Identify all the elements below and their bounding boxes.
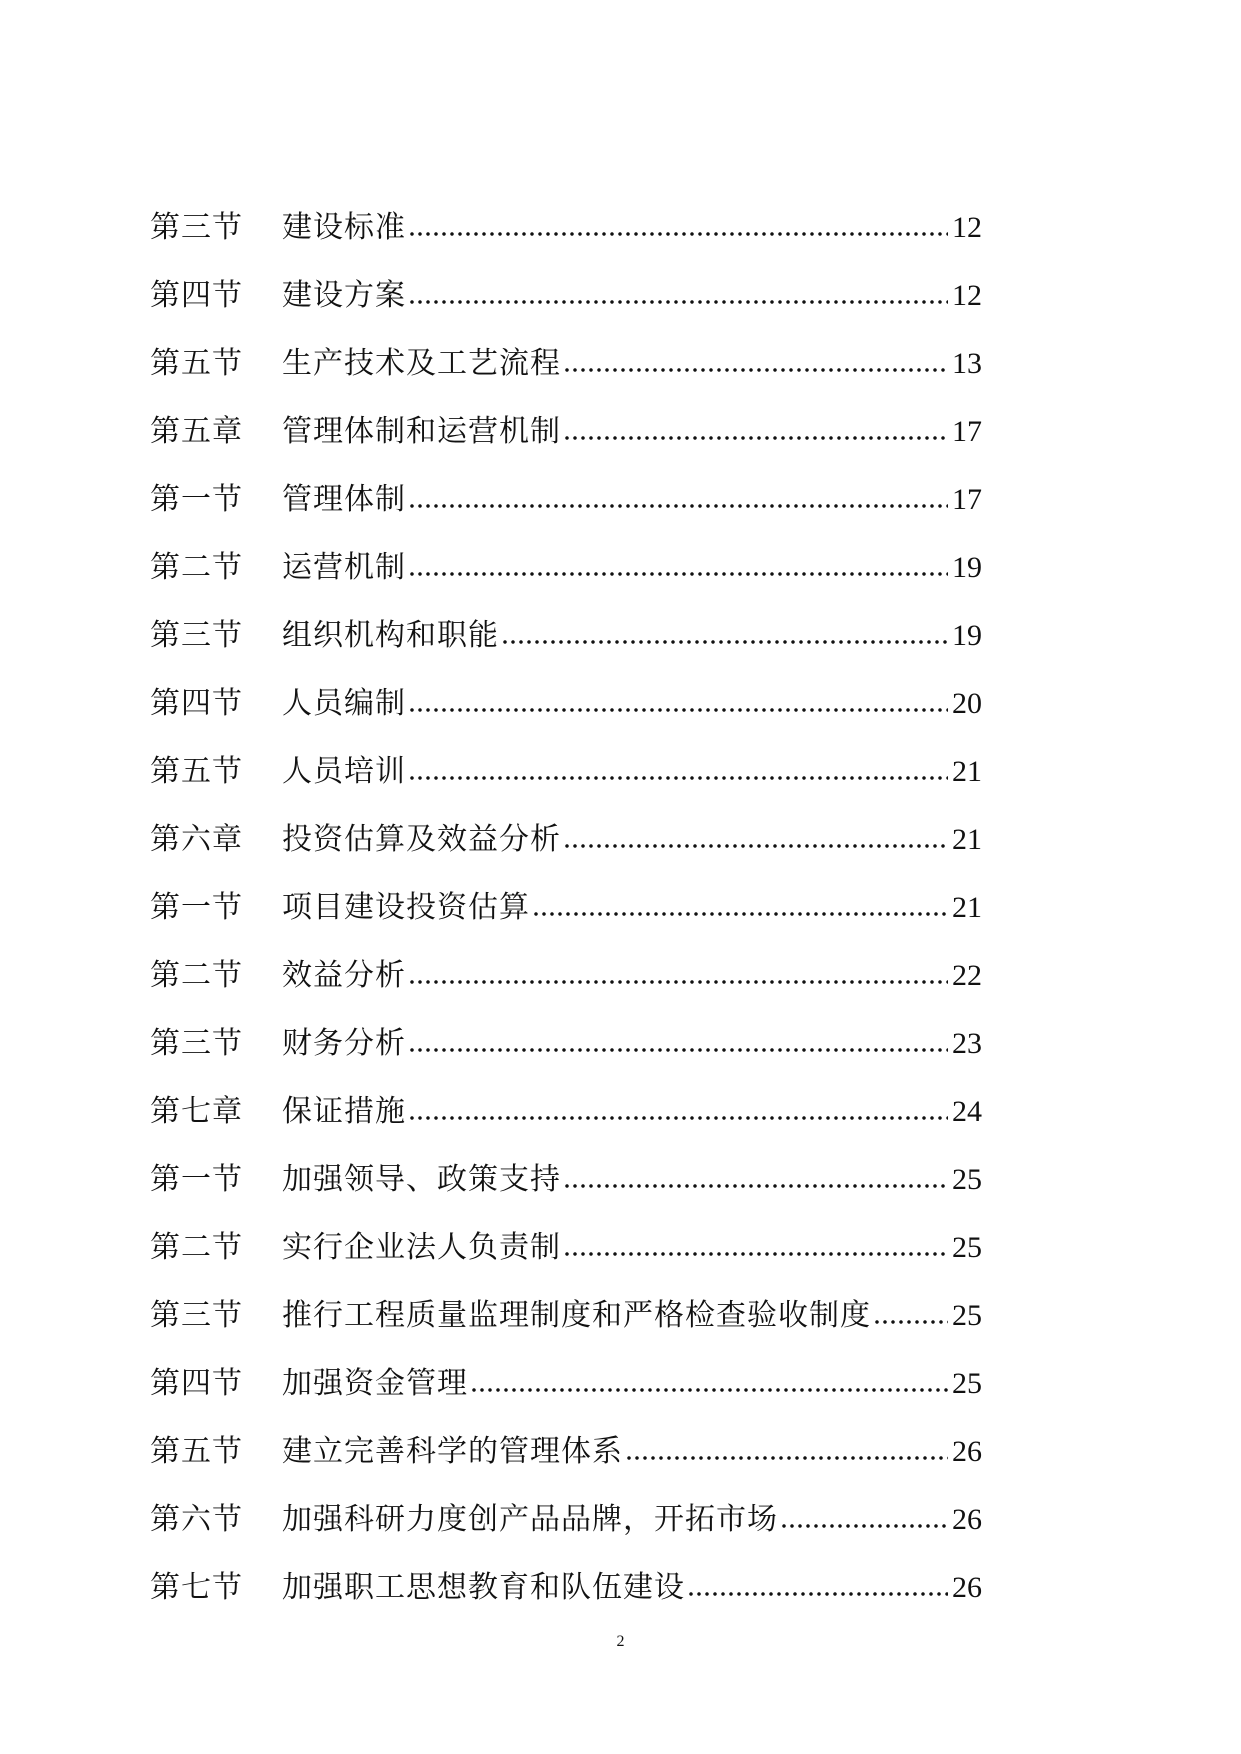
toc-entry[interactable] [150, 686, 982, 754]
toc-section-number: 第五节 [150, 1434, 243, 1469]
toc-chapter-number: 第五章 [150, 414, 243, 449]
toc-entry[interactable] [150, 482, 982, 550]
dot-leader [780, 1502, 948, 1532]
toc-page-number: 19 [952, 619, 982, 652]
toc-page-number: 12 [952, 279, 982, 312]
toc-section-title: 加强领导、政策支持 [282, 1162, 561, 1197]
toc-chapter-title: 投资估算及效益分析 [282, 822, 561, 857]
toc-page-number: 25 [952, 1367, 982, 1400]
toc-page-number: 26 [952, 1503, 982, 1536]
dot-leader [408, 482, 948, 512]
toc-section-title: 管理体制 [282, 482, 406, 517]
dot-leader [873, 1298, 948, 1328]
toc-page-number: 25 [952, 1231, 982, 1264]
dot-leader [408, 278, 948, 308]
toc-section-title: 加强资金管理 [282, 1366, 468, 1401]
toc-section-number: 第三节 [150, 618, 243, 653]
toc-entry[interactable] [150, 210, 982, 278]
toc-page-number: 20 [952, 687, 982, 720]
toc-entry[interactable] [150, 822, 982, 890]
toc-page-number: 22 [952, 959, 982, 992]
toc-section-number: 第二节 [150, 1230, 243, 1265]
dot-leader [408, 686, 948, 716]
toc-chapter-number: 第七章 [150, 1094, 243, 1129]
dot-leader [408, 958, 948, 988]
toc-section-title: 人员培训 [282, 754, 406, 789]
dot-leader [625, 1434, 948, 1464]
dot-leader [408, 210, 948, 240]
toc-section-number: 第二节 [150, 550, 243, 585]
dot-leader [408, 1026, 948, 1056]
toc-page-number: 26 [952, 1571, 982, 1604]
toc-entry[interactable] [150, 1366, 982, 1434]
toc-chapter-title: 保证措施 [282, 1094, 406, 1129]
toc-section-title: 实行企业法人负责制 [282, 1230, 561, 1265]
toc-entry[interactable] [150, 550, 982, 618]
toc-page-number: 23 [952, 1027, 982, 1060]
dot-leader [563, 1162, 948, 1192]
toc-page-number: 26 [952, 1435, 982, 1468]
toc-page-number: 21 [952, 891, 982, 924]
toc-page-number: 25 [952, 1163, 982, 1196]
dot-leader [563, 414, 948, 444]
toc-section-number: 第三节 [150, 1026, 243, 1061]
toc-section-number: 第五节 [150, 346, 243, 381]
dot-leader [408, 754, 948, 784]
toc-page-number: 13 [952, 347, 982, 380]
toc-entry[interactable] [150, 890, 982, 958]
toc-entry[interactable] [150, 1230, 982, 1298]
toc-chapter-number: 第六章 [150, 822, 243, 857]
toc-entry[interactable] [150, 618, 982, 686]
toc-section-title: 推行工程质量监理制度和严格检查验收制度 [282, 1298, 871, 1333]
toc-section-number: 第三节 [150, 210, 243, 245]
toc-section-number: 第一节 [150, 1162, 243, 1197]
toc-section-number: 第七节 [150, 1570, 243, 1605]
toc-entry[interactable] [150, 278, 982, 346]
toc-page-number: 17 [952, 415, 982, 448]
toc-entry[interactable] [150, 754, 982, 822]
toc-entry[interactable] [150, 1502, 982, 1570]
dot-leader [501, 618, 948, 648]
toc-section-number: 第二节 [150, 958, 243, 993]
toc-section-title: 建立完善科学的管理体系 [282, 1434, 623, 1469]
toc-section-number: 第四节 [150, 1366, 243, 1401]
toc-chapter-title: 管理体制和运营机制 [282, 414, 561, 449]
toc-section-title: 建设方案 [282, 278, 406, 313]
toc-section-number: 第一节 [150, 482, 243, 517]
toc-section-title: 组织机构和职能 [282, 618, 499, 653]
dot-leader [470, 1366, 948, 1396]
toc-section-number: 第三节 [150, 1298, 243, 1333]
dot-leader [687, 1570, 948, 1600]
toc-page-number: 12 [952, 211, 982, 244]
toc-section-number: 第六节 [150, 1502, 243, 1537]
toc-section-title: 加强科研力度创产品品牌，开拓市场 [282, 1502, 778, 1537]
dot-leader [563, 822, 948, 852]
toc-section-title: 效益分析 [282, 958, 406, 993]
toc-section-number: 第四节 [150, 686, 243, 721]
toc-section-number: 第四节 [150, 278, 243, 313]
toc-entry[interactable] [150, 346, 982, 414]
toc-section-number: 第一节 [150, 890, 243, 925]
toc-entry[interactable] [150, 958, 982, 1026]
toc-section-title: 建设标准 [282, 210, 406, 245]
page-number: 2 [616, 1633, 625, 1650]
toc-page-number: 17 [952, 483, 982, 516]
toc-entry[interactable] [150, 1298, 982, 1366]
toc-section-title: 人员编制 [282, 686, 406, 721]
toc-entry[interactable] [150, 1094, 982, 1162]
toc-entry[interactable] [150, 1162, 982, 1230]
toc-section-title: 运营机制 [282, 550, 406, 585]
dot-leader [408, 550, 948, 580]
dot-leader [532, 890, 948, 920]
dot-leader [408, 1094, 948, 1124]
toc-page-number: 24 [952, 1095, 982, 1128]
toc-page-number: 25 [952, 1299, 982, 1332]
dot-leader [563, 1230, 948, 1260]
toc-page-number: 19 [952, 551, 982, 584]
toc-page-number: 21 [952, 823, 982, 856]
toc-page-number: 21 [952, 755, 982, 788]
table-of-contents [150, 210, 982, 1638]
toc-section-title: 加强职工思想教育和队伍建设 [282, 1570, 685, 1605]
toc-entry[interactable] [150, 1434, 982, 1502]
toc-section-title: 财务分析 [282, 1026, 406, 1061]
toc-entry[interactable] [150, 1026, 982, 1094]
dot-leader [563, 346, 948, 376]
toc-section-title: 生产技术及工艺流程 [282, 346, 561, 381]
toc-section-title: 项目建设投资估算 [282, 890, 530, 925]
toc-section-number: 第五节 [150, 754, 243, 789]
toc-entry[interactable] [150, 1570, 982, 1638]
toc-entry[interactable] [150, 414, 982, 482]
